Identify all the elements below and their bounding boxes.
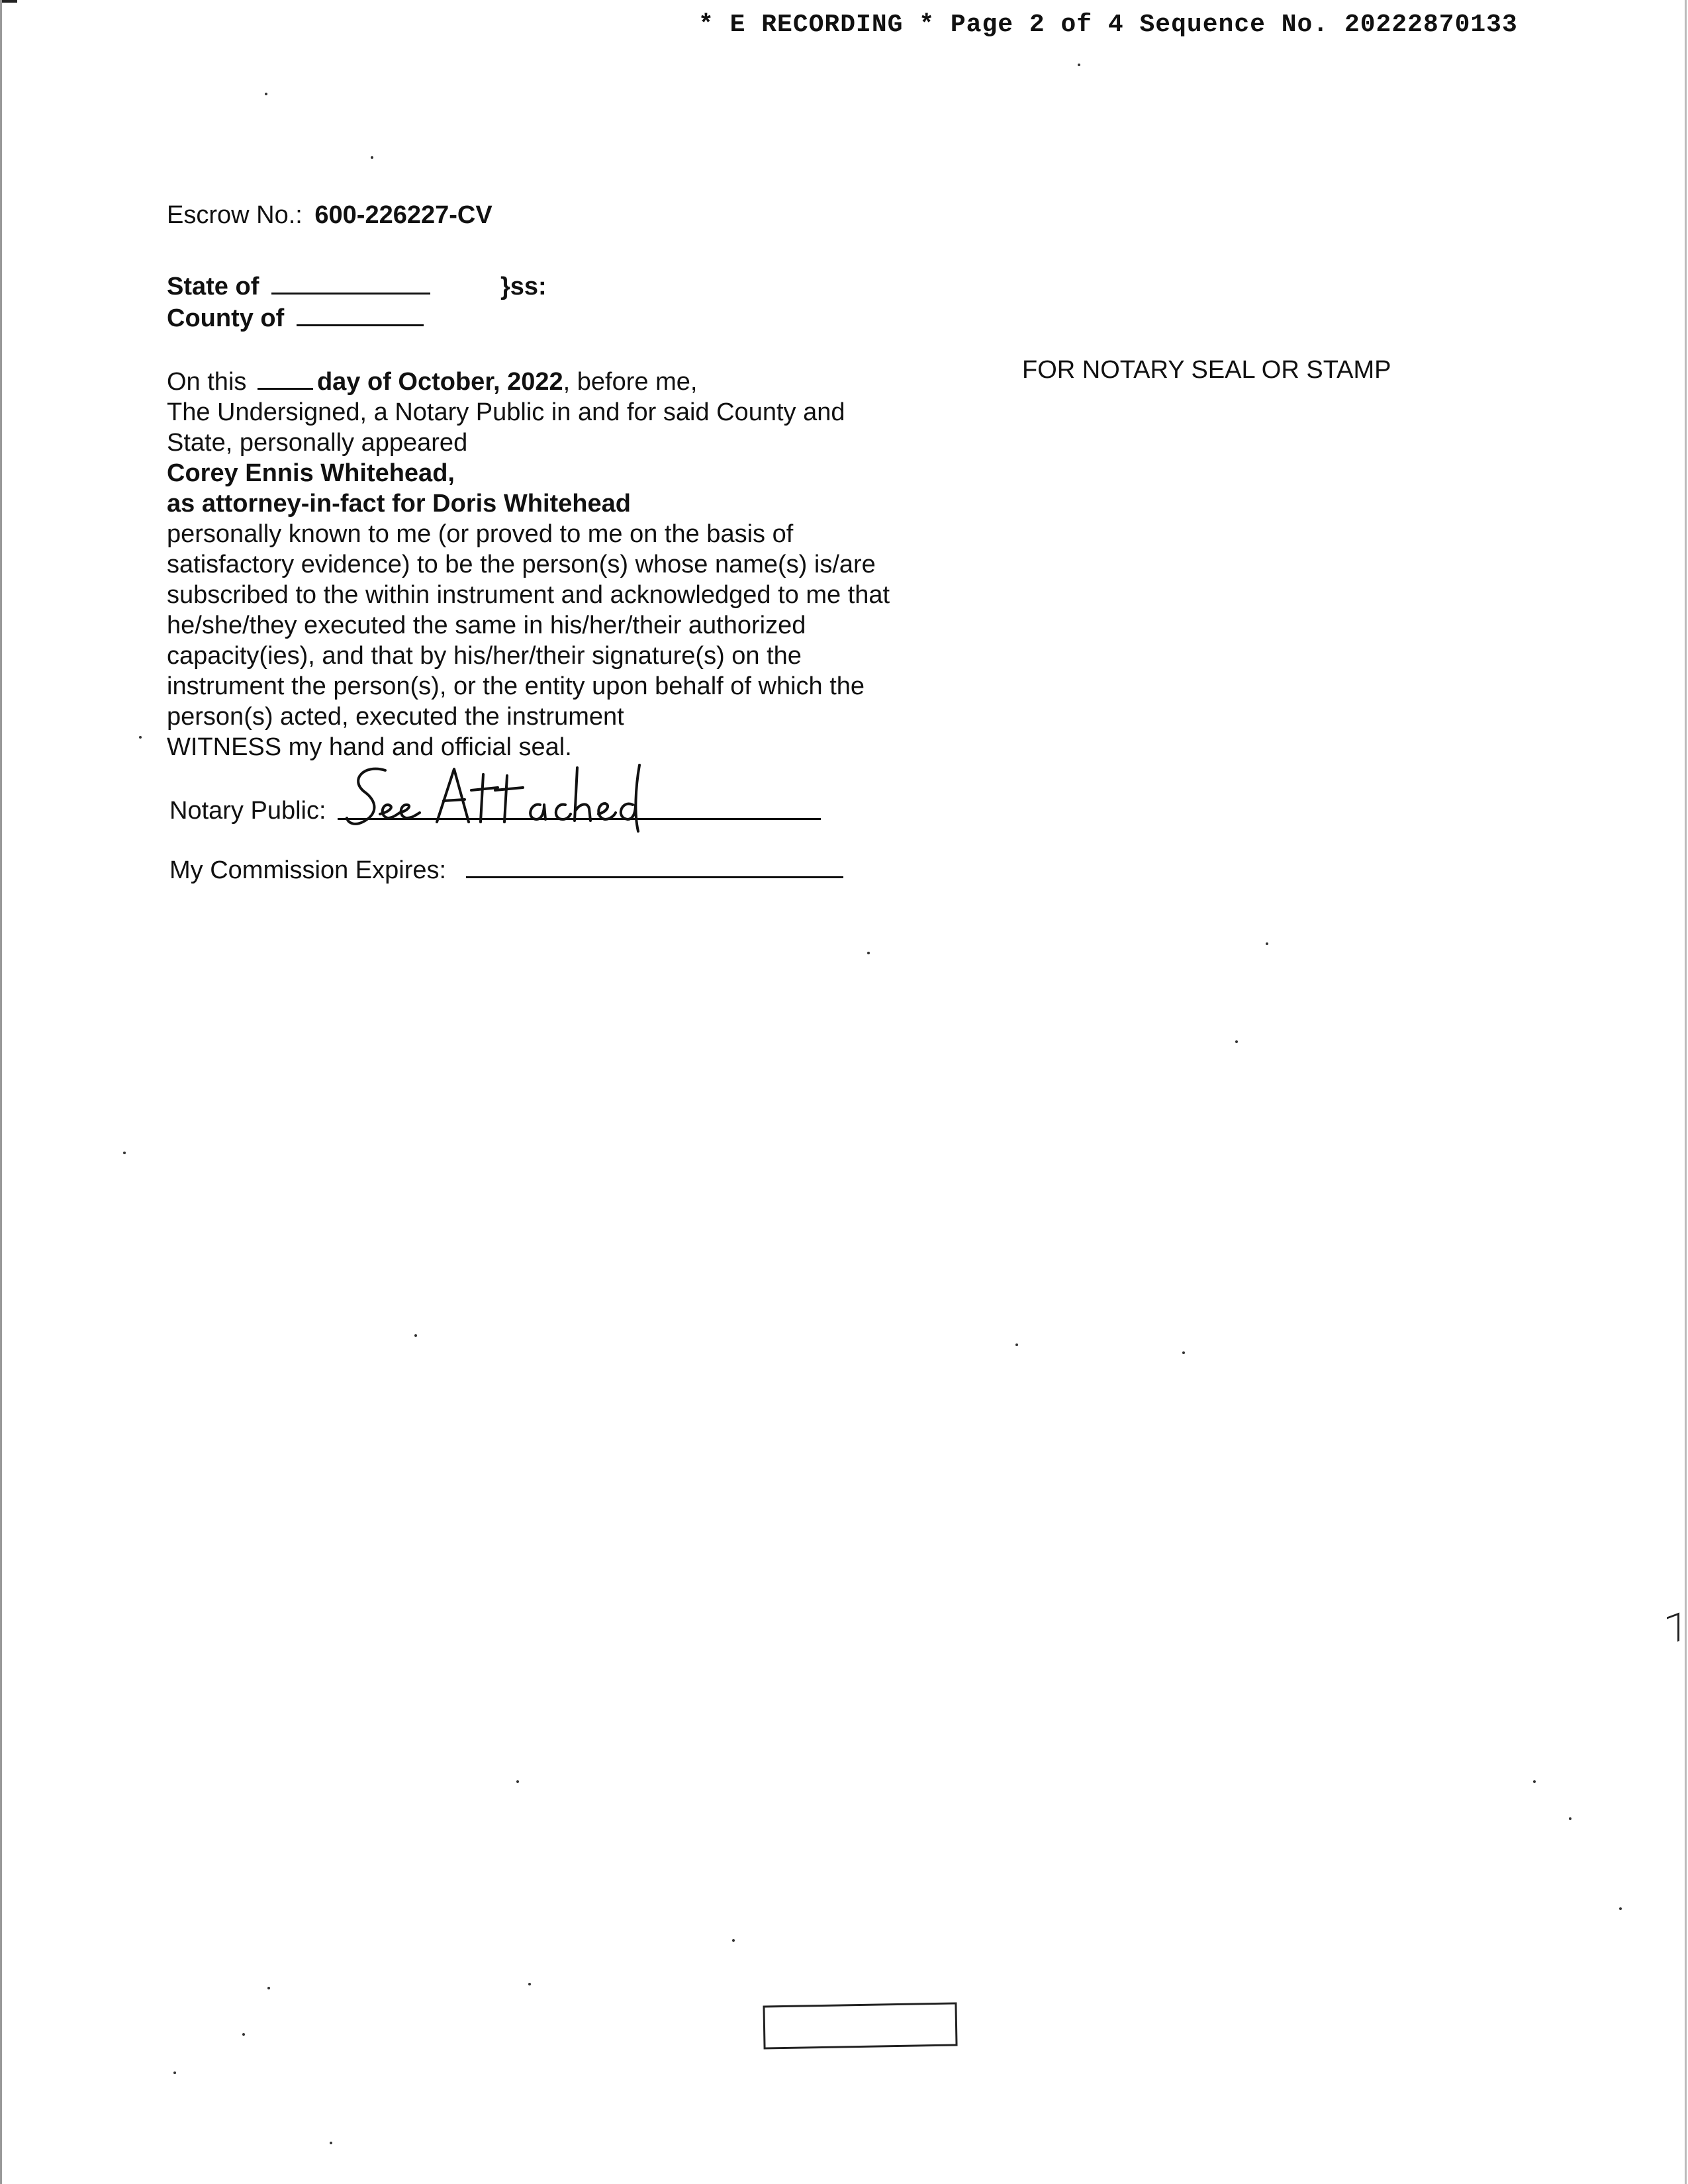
ack-line-9: he/she/they executed the same in his/her/their authorized (167, 612, 806, 639)
scan-speck (1533, 1780, 1536, 1783)
recorder-stamp-box (763, 2002, 957, 2049)
scan-edge-mark (0, 0, 17, 3)
on-this-text: On this (167, 368, 247, 396)
ack-date: day of October, 2022 (316, 368, 563, 396)
ack-line-12: person(s) acted, executed the instrument (167, 703, 624, 731)
handwritten-signature (344, 761, 662, 834)
ack-line-7: satisfactory evidence) to be the person(s) whose name(s) is/are (167, 551, 876, 578)
ack-line-11: instrument the person(s), or the entity upon behalf of which the (167, 672, 865, 700)
scan-speck (516, 1780, 519, 1783)
scan-speck (528, 1983, 531, 1985)
scan-speck (173, 2071, 176, 2074)
scan-speck (267, 1987, 270, 1989)
scan-speck (1015, 1343, 1018, 1346)
county-line (167, 303, 424, 334)
state-label: State of (167, 273, 259, 300)
notary-seal-label: FOR NOTARY SEAL OR STAMP (1022, 356, 1391, 384)
scan-speck (1619, 1907, 1622, 1910)
ack-line-3: State, personally appeared (167, 429, 468, 457)
ack-line-1 (167, 367, 890, 397)
escrow-number: 600-226227-CV (314, 201, 492, 229)
scan-speck (139, 736, 142, 739)
appearing-party-name: Corey Ennis Whitehead, (167, 459, 455, 487)
scan-edge-line (0, 0, 2, 2184)
notary-public-label: Notary Public: (169, 797, 326, 825)
county-label: County of (167, 304, 285, 332)
scan-speck (330, 2142, 332, 2144)
scan-speck (1569, 1817, 1571, 1820)
ack-line-6: personally known to me (or proved to me on the basis of (167, 520, 794, 548)
scan-speck (1235, 1040, 1238, 1043)
day-blank[interactable] (258, 369, 313, 390)
scan-edge-line (1685, 0, 1687, 2184)
scan-speck (1182, 1351, 1185, 1354)
edge-bracket-mark (1667, 1613, 1679, 1646)
escrow-label: Escrow No.: (167, 201, 303, 229)
acknowledgment-block (167, 367, 890, 762)
scan-speck (265, 93, 267, 95)
before-me-text: , before me, (563, 368, 698, 396)
ack-line-10: capacity(ies), and that by his/her/their signature(s) on the (167, 642, 802, 670)
ack-line-13: WITNESS my hand and official seal. (167, 733, 572, 761)
scan-speck (242, 2033, 245, 2036)
scan-speck (867, 952, 870, 954)
commission-expires-label: My Commission Expires: (169, 856, 447, 884)
commission-expires-line[interactable] (466, 876, 843, 878)
scan-speck (1266, 942, 1268, 945)
recording-header: * E RECORDING * Page 2 of 4 Sequence No. 20222870133 (698, 11, 1518, 39)
state-line (167, 271, 430, 302)
scan-speck (371, 156, 373, 159)
scan-speck (732, 1939, 735, 1942)
ack-line-2: The Undersigned, a Notary Public in and for said County and (167, 398, 845, 426)
appearing-party-capacity: as attorney-in-fact for Doris Whitehead (167, 490, 631, 518)
county-blank[interactable] (297, 306, 424, 326)
venue-ss: }ss: (500, 273, 547, 300)
escrow-line (167, 200, 492, 230)
ack-line-8: subscribed to the within instrument and acknowledged to me that (167, 581, 890, 609)
scan-speck (1078, 64, 1080, 66)
scan-speck (414, 1334, 417, 1337)
state-blank[interactable] (271, 274, 430, 295)
scan-speck (123, 1152, 126, 1154)
